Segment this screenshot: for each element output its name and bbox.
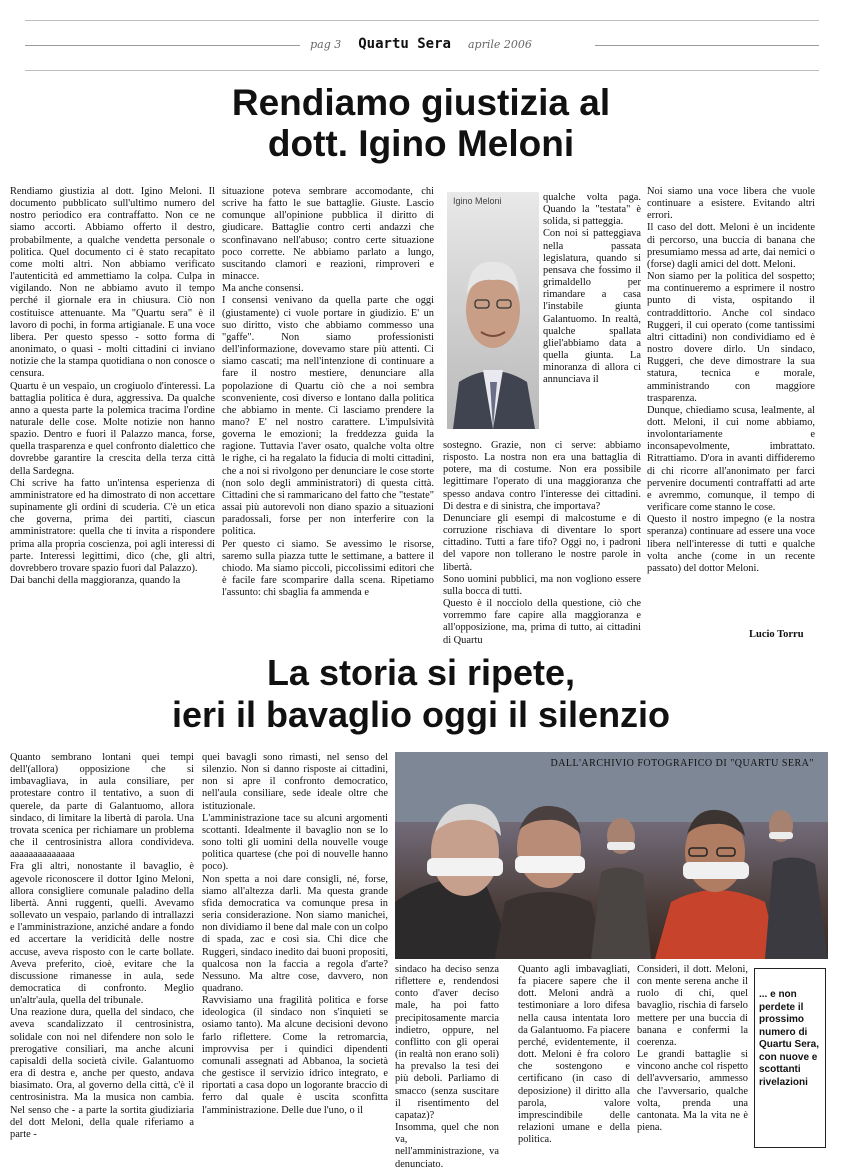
page-number: pag 3 — [310, 38, 342, 51]
article1-column-3-bottom-text: sostegno. Grazie, non ci serve: abbiamo risposto. La nostra non era una battaglia di potere, ma di costume. Non era possibile legittimare l'operato di una maggioranza che spesso andava contro l'interesse dei cittadini. Di destra e di sinistra, che importava? Denunciare gli esempi di malcostume e di corruzione rischiava di diventare lo sport cittadino. Tutti a fare tifo? Oggi no, i padroni del vapore non tollerano le nostre parole in libertà. Sono uomini pubblici, ma non vogliono essere sulla bocca di tutti. Questo è il nocciolo della questione, ciò che vorremmo fare capire alla maggioranza e all'opposizione, ma, prima di tutto, ai cittadini di Quartu — [443, 440, 641, 646]
portrait-figure — [447, 192, 539, 429]
article2-column-4-text: Quanto agli imbavagliati, fa piacere sapere che il dott. Meloni andrà a testimoniare a loro difesa nella causa intentata loro da Galantuomo. Fa piacere perché, evidentemente, il dott. Meloni è fra coloro che sostengono e certificano (in caso di deposizione) il diritto alla parola, valore imprescindibile delle relazioni umane e della politica. — [518, 964, 630, 1146]
meloni-portrait-photo — [447, 192, 539, 429]
article2-column-3 — [395, 964, 499, 1171]
article1-column-2 — [222, 186, 434, 599]
article1-headline-line1: Rendiamo giustizia al — [231, 82, 611, 123]
article2-column-2 — [202, 752, 388, 1117]
next-issue-teaser-box — [754, 968, 826, 1148]
article2-column-5 — [637, 964, 748, 1134]
article2-column-1 — [10, 752, 194, 1141]
meloni-photo-caption: Igino Meloni — [453, 196, 502, 206]
article2-column-5-text: Considerì, il dott. Meloni, con mente serena anche il ruolo di chi, quel bavaglio, rischia di farselo mettere per una buccia di banana e confermi la coerenza. Le grandi battaglie si vincono anche col rispetto dell'avversario, ammesso che l'avversario, qualche volta, prenda una cantonata. Ma la vita ne è piena. — [637, 964, 748, 1134]
councillors-figures — [395, 752, 828, 959]
photo-archive-caption: DALL'ARCHIVIO FOTOGRAFICO DI "QUARTU SERA" — [550, 758, 814, 769]
article1-column-2-text: situazione poteva sembrare accomodante, chi scrive ha fatto le sue battaglie. Giuste. Lascio comunque all'opinione pubblica il diritto di giudicare. Battaglie contro certi andazzi che sconfinavano nell'abuso; contro certe situazione poco corrette. Ne abbiamo parlato a lungo, suscitando clamori e reazioni, rimproveri e minacce. Ma anche consensi. I consensi venivano da quella parte che oggi (giustamente) ci vuole portare in giudizio. E' un suo diritto, visto che abbiamo commesso una "gaffe". Non siamo professionisti dell'informazione, dovevamo stare più attenti. Ci siamo cascati; ma nell'intenzione di continuare a fare il nostro mestiere, denunciare alla popolazione di Quartu ciò che a noi sembra sconveniente, così diverso e lontano dalla politica che abbiamo in mente. Ci lasciamo prendere la mano? E' nel nostro carattere. L'impulsività governa le emozioni; la freddezza guida la ragione. Tuttavia l'aver osato, qualche volta oltre le righe, ci ha regalato la fiducia di molti cittadini, che a noi si rivolgono per denunciare le cose storte (non solo degli amministratori) di questa città. Cittadini che si rammaricano del fatto che "testate" assai più autorevoli non diano spazio a situazioni paradossali, forse per non interferire con la politica. Per questo ci siamo. Se avessimo le risorse, saremo sulla piazza tutte le settimane, a battere il chiodo. Ma siamo piccoli, piccolissimi editori che è facile fare scomparire dalla scena. Ripetiamo l'assunto: chi sbaglia fa ammenda e — [222, 186, 434, 599]
article1-headline — [0, 82, 842, 165]
article1-headline-line2: dott. Igino Meloni — [267, 123, 575, 165]
article2-column-3-text: sindaco ha deciso senza riflettere e, rendendosi conto d'aver deciso male, ha poi fatto precipitosamente marcia indietro, oppure, nel conflitto con gli operai (in realtà non erano soli) ha prevalso la tesi dei più deboli. Parliamo di smacco (senza suscitare il risentimento del capataz)? Insomma, quel che non va, nell'amministrazione, va denunciato. — [395, 964, 499, 1170]
author-signature: Lucio Torru — [749, 629, 804, 640]
article2-column-1-text: Quanto sembrano lontani quei tempi dell'(allora) opposizione che si imbavagliava, in aula consiliare, per protestare contro il tentativo, a suon di querele, da parte di Galantuomo, allora sindaco, di limitare la libertà di parola. Una trovata scenica per richiamare un problema che il centrosinistra allora condivideva. aaaaaaaaaaaaaa Fra gli altri, nonostante il bavaglio, è agevole riconoscere il dottor Igino Meloni, allora consigliere comunale paladino della libertà. Anni ruggenti, quelli. Avevamo sollevato un vespaio, parlando di intrallazzi e l'amministrazione, anziché andare a fondo ed accertare la veridicità delle nostre accuse, aveva risposto con le carte bollate. Aveva preferito, cioè, evitare che la discussione rimanesse in aula, sede democratica di confronto. Meglio un'altr'aula, quella del tribunale. Una reazione dura, quella del sindaco, che aveva scandalizzato il centrosinistra, solidale con noi nel difendere non solo le prerogative consiliari, ma anche alcuni capisaldi della società civile. Galantuomo era di destra e, anche per questo, andava biasimato. Ora, al governo della città, c'è il centrosinistra. Ma la musica non cambia. Nel senso che - a parte la sortita giudiziaria del dott Meloni, della quale riferiamo a parte - — [10, 752, 194, 1140]
article1-column-3-top-text: qualche volta paga. Quando la "testata" è solida, si patteggia. Con noi si patteggiava nella passata legislatura, quando si pensava che fossimo il grimaldello per rimandare a casa l'instabile giunta Galantuomo. In realtà, qualche spallata gliel'abbiamo data a quella giunta. La minoranza di allora ci annunciava il — [543, 192, 641, 386]
article1-column-3-bottom — [443, 440, 641, 647]
article1-column-4 — [647, 186, 815, 575]
article2-headline-line1: La storia si ripete, — [266, 652, 576, 693]
article1-column-1-text: Rendiamo giustizia al dott. Igino Meloni. Il documento pubblicato sull'ultimo numero del nostro periodico era contraffatto. Non ce ne siamo accorti. Abbiamo offerto il destro, probabilmente, a qualche vendetta personale o politica. Quel documento ci è stato recapitato come molti altri. Non abbiamo verificato l'autenticità ed ammettiamo la colpa. Culpa in vigilando. Non ne abbiamo avuto il tempo perché il giornale era in chiusura. Ciò non costituisce attenuante. Ma "Quartu sera" è il lavoro di pochi, in forma artigianale. E una voce libera. Per questo spesso - sotto forma di anonimato, o quasi - molti cittadini ci inviano notizie che la stampa quotidiana o non conosce o censura. Quartu è un vespaio, un crogiuolo d'interessi. La battaglia politica è dura, aggressiva. Da qualche anno a questa parte la polemica tracima l'ordine naturale delle cose. Molte notizie non hanno spazio. Dentro e fuori il Palazzo manca, forse, quella trasparenza e quel confronto dialettico che dovrebbe garantire la crescita della terza città della Sardegna. Chi scrive ha fatto un'intensa esperienza di amministratore ed ha dimostrato di non accettare supinamente gli ordini di scuderia. C'è un etica che governa, prima dei partiti, ciascun amministratore: quella che ti invita a rispondere prima alla propria coscienza, poi agli interessi di parte. Interessi legittimi, dico (che, gli altri, dovrebbero trovare spazio fuori dal Palazzo). Dai banchi della maggioranza, quando la — [10, 186, 215, 586]
article2-headline — [0, 652, 842, 737]
article2-column-2-text: quei bavagli sono rimasti, nel senso del silenzio. Non si danno risposte ai cittadini, non si apre il confronto democratico, nell'aula consiliare, sede ideale oltre che istituzionale. L'amministrazione tace su alcuni argomenti scottanti. Idealmente il bavaglio non se lo sono tolti gli uomini della nouvelle vouge politica quartese (che poi di nouvelle hanno poco). Non spetta a noi dare consigli, né, forse, siamo all'altezza darli. Ma questa grande sfida democratica va comunque presa in seria considerazione. Non siamo manichei, non dividiamo il bene dal male con un colpo di spada, zac e così sia. Chi dice che Ruggeri, sindaco inedito dai buoni propositi, qualcosa non la faccia a regola d'arte? Nessuno. Ma altre cose, davvero, non quadrano. Ravvisiamo una fragilità politica e forse ideologica (il sindaco non s'inquieti se osiamo tanto). Ma alcune decisioni devono farlo riflettere. Come la retromarcia, improvvisa per i quindici dipendenti comunali assegnati ad Abbanoa, la società che gestisce il servizio idrico integrato, e riportati a casa dopo un logorante braccio di ferro dal quale è uscita sconfitta l'amministrazione. Delle due l'uno, o il — [202, 752, 388, 1116]
gagged-councillors-photo — [395, 752, 828, 959]
article1-column-4-text: Noi siamo una voce libera che vuole continuare a esistere. Evitando altri errori. Il caso del dott. Meloni è un incidente di percorso, una buccia di banana che presumiamo messa ad arte, dai nemici o (forse) dagli amici del dott. Meloni. Non siamo per la politica del sospetto; ma continueremo a esprimere il nostro punto di vista, ospitando il contraddittorio. Anche col sindaco Ruggeri, il cui operato (come tantissimi altri cittadini) non condividiamo ed è nostro dovere dirlo. Un sindaco, Ruggeri, che deve dimostrare la sua statura, tecnica e morale, amministrando con maggiore trasparenza. Dunque, chiediamo scusa, lealmente, al dott. Meloni, il cui nome abbiamo, involontariamente e inconsapevolmente, imbrattato. Ritrattiamo. D'ora in avanti diffideremo di chi ricorre all'anonimato per farci pervenire documenti contraffatti ad arte e avremmo, comunque, il tempo di verificare come stanno le cose. Questo il nostro impegno (e la nostra speranza) continuare ad essere una voce libera nell'interesse di tutti e qualche volta anche (come in un recente passato) del dottor Meloni. — [647, 186, 815, 574]
masthead-bottom-rule — [25, 70, 819, 71]
top-rule — [25, 20, 819, 21]
issue-date: aprile 2006 — [467, 38, 532, 51]
article1-column-3-top — [543, 192, 641, 387]
article1-column-1 — [10, 186, 215, 587]
article2-column-4 — [518, 964, 630, 1146]
masthead — [0, 36, 842, 52]
next-issue-teaser-text: ... e non perdete il prossimo numero di Quartu Sera, con nuove e scottanti rivelazioni — [759, 989, 820, 1088]
newspaper-name: Quartu Sera — [358, 36, 451, 52]
article2-headline-line2: ieri il bavaglio oggi il silenzio — [171, 694, 671, 736]
